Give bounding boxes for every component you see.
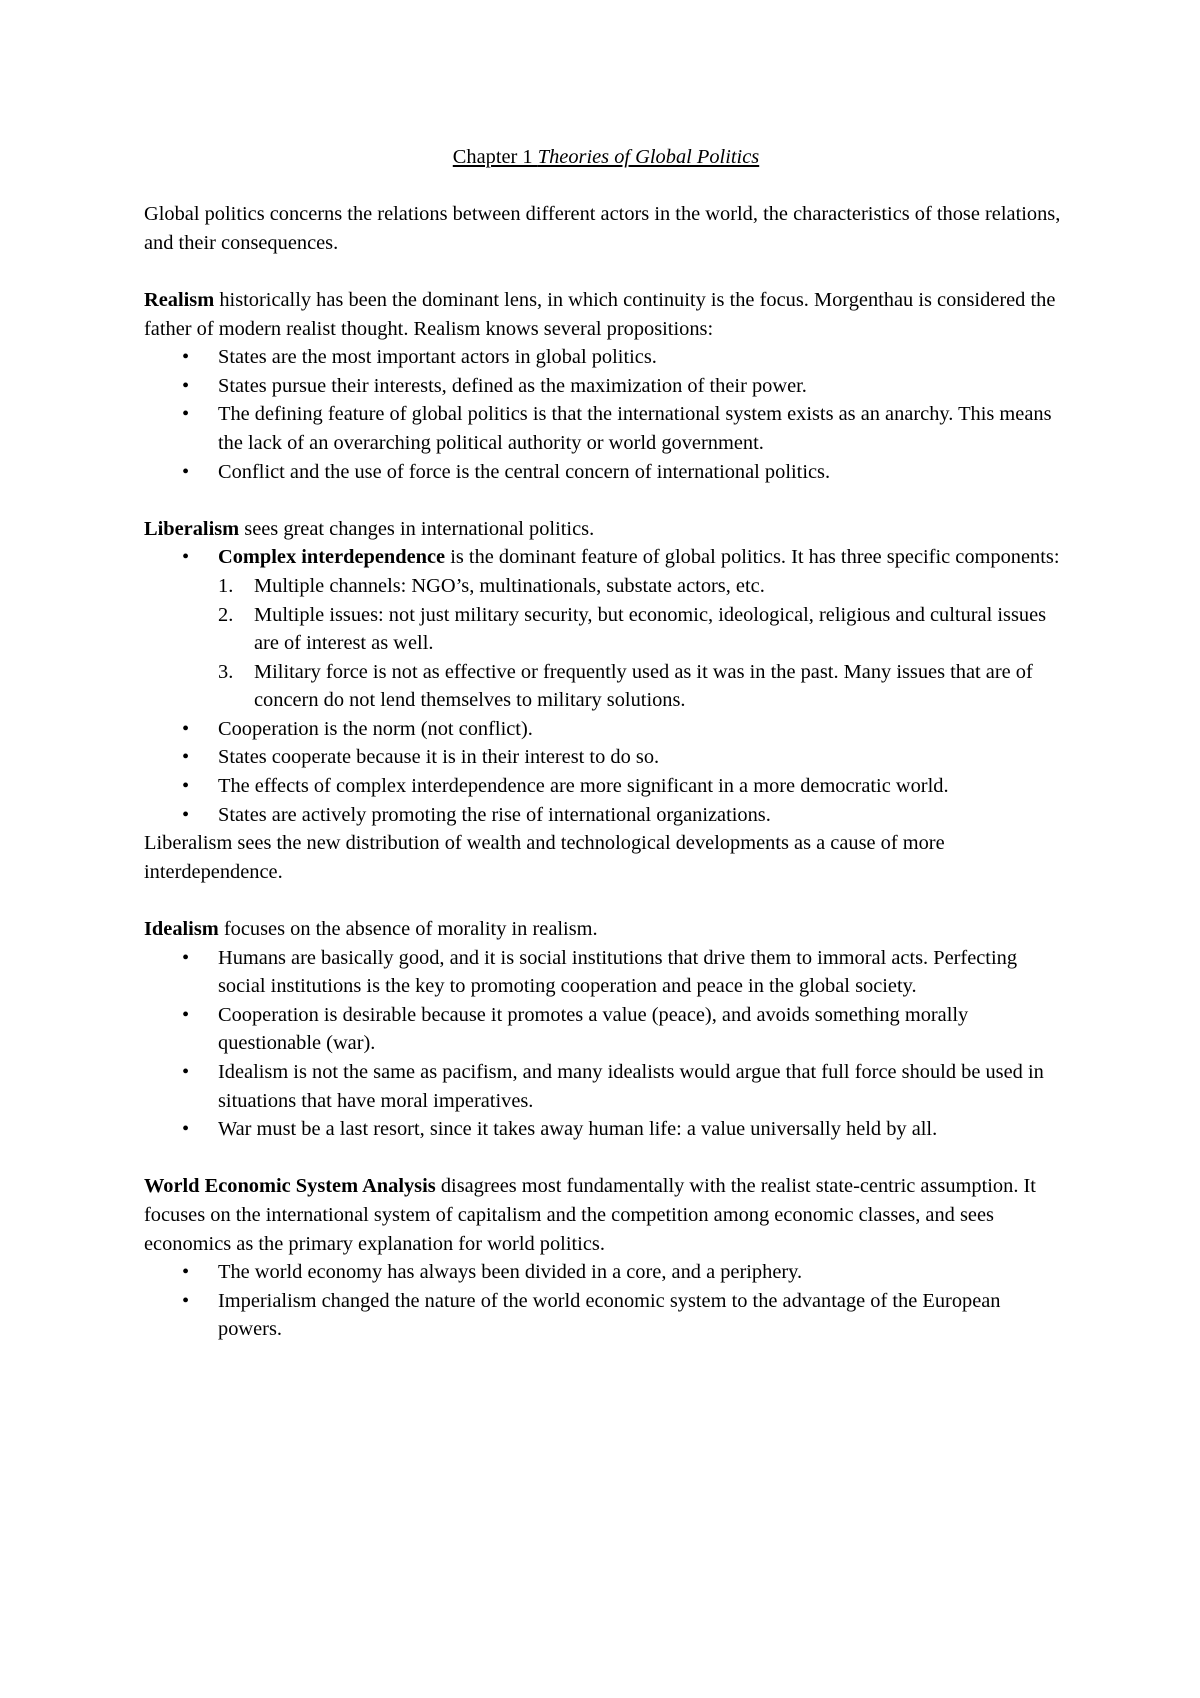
intro-paragraph: Global politics concerns the relations between different actors in the world, the characteristics of those relations, and their consequences. bbox=[144, 203, 1061, 254]
list-item: • Cooperation is the norm (not conflict). bbox=[218, 715, 1068, 744]
idealism-text: focuses on the absence of morality in realism. bbox=[218, 918, 598, 941]
idealism-term: Idealism bbox=[144, 918, 219, 941]
realism-text: historically has been the dominant lens, in which continuity is the focus. Morgenthau is considered the father of modern realist thought. Realism knows several propositions: bbox=[144, 288, 1056, 340]
page-title bbox=[144, 143, 1068, 172]
numbered-item bbox=[218, 572, 1068, 601]
title-italic: Theories of Global Politics bbox=[537, 146, 760, 168]
list-item: • Conflict and the use of force is the central concern of international politics. bbox=[218, 458, 1068, 487]
idealism-list bbox=[144, 944, 1068, 1144]
realism-term: Realism bbox=[144, 288, 215, 311]
list-item: • States cooperate because it is in their interest to do so. bbox=[218, 743, 1068, 772]
list-item: • The world economy has always been divided in a core, and a periphery. bbox=[218, 1258, 1068, 1287]
list-item: • States are actively promoting the rise of international organizations. bbox=[218, 801, 1068, 830]
wesa-section bbox=[144, 1172, 1068, 1344]
list-item: • Idealism is not the same as pacifism, and many idealists would argue that full force should be used in situations that have moral imperatives. bbox=[218, 1058, 1068, 1115]
wesa-text: disagrees most fundamentally with the realist state-centric assumption. It focuses on the international system of capitalism and the competition among economic classes, and sees economics as the primary explanation for world politics. bbox=[144, 1175, 1036, 1255]
numbered-item bbox=[218, 658, 1068, 715]
numbered-item bbox=[218, 601, 1068, 658]
item-text: Multiple issues: not just military security, but economic, ideological, religious and cultural issues are of interest as well. bbox=[254, 603, 1047, 655]
realism-section bbox=[144, 286, 1068, 486]
realism-paragraph bbox=[144, 286, 1068, 343]
list-item: • Cooperation is desirable because it promotes a value (peace), and avoids something morally questionable (war). bbox=[218, 1001, 1068, 1058]
list-item: • Humans are basically good, and it is social institutions that drive them to immoral acts. Perfecting social institutions is the key to promoting cooperation and peace in the global society. bbox=[218, 944, 1068, 1001]
wesa-list bbox=[144, 1258, 1068, 1344]
complex-interdependence-text: is the dominant feature of global politics. It has three specific components: bbox=[445, 546, 1060, 569]
liberalism-list bbox=[144, 543, 1068, 829]
item-number: 3. bbox=[218, 660, 234, 683]
idealism-section bbox=[144, 915, 1068, 1144]
title-prefix: Chapter 1 bbox=[452, 146, 538, 168]
liberalism-closing: Liberalism sees the new distribution of wealth and technological developments as a cause of more interdependence. bbox=[144, 832, 945, 883]
list-item: • Imperialism changed the nature of the world economic system to the advantage of the European powers. bbox=[218, 1287, 1068, 1344]
item-number: 1. bbox=[218, 574, 234, 597]
liberalism-paragraph bbox=[144, 515, 1068, 544]
item-text: Multiple channels: NGO’s, multinationals, substate actors, etc. bbox=[254, 574, 765, 597]
item-text: Military force is not as effective or frequently used as it was in the past. Many issues that are of concern do not lend themselves to military solutions. bbox=[254, 660, 1033, 712]
liberalism-text: sees great changes in international politics. bbox=[239, 517, 595, 540]
list-item: • The effects of complex interdependence are more significant in a more democratic world. bbox=[218, 772, 1068, 801]
list-item: • War must be a last resort, since it takes away human life: a value universally held by all. bbox=[218, 1115, 1068, 1144]
list-item: • States are the most important actors in global politics. bbox=[218, 343, 1068, 372]
realism-list bbox=[144, 343, 1068, 486]
list-item bbox=[218, 543, 1068, 715]
list-item: • States pursue their interests, defined as the maximization of their power. bbox=[218, 372, 1068, 401]
wesa-term: World Economic System Analysis bbox=[144, 1175, 436, 1198]
liberalism-term: Liberalism bbox=[144, 517, 240, 540]
components-list bbox=[218, 572, 1068, 715]
wesa-paragraph bbox=[144, 1172, 1068, 1258]
list-item: • The defining feature of global politics is that the international system exists as an anarchy. This means the lack of an overarching political authority or world government. bbox=[218, 400, 1068, 457]
item-number: 2. bbox=[218, 603, 234, 626]
idealism-paragraph bbox=[144, 915, 1068, 944]
document-page bbox=[144, 143, 1068, 1344]
liberalism-section bbox=[144, 515, 1068, 887]
complex-interdependence-term: Complex interdependence bbox=[218, 546, 446, 569]
